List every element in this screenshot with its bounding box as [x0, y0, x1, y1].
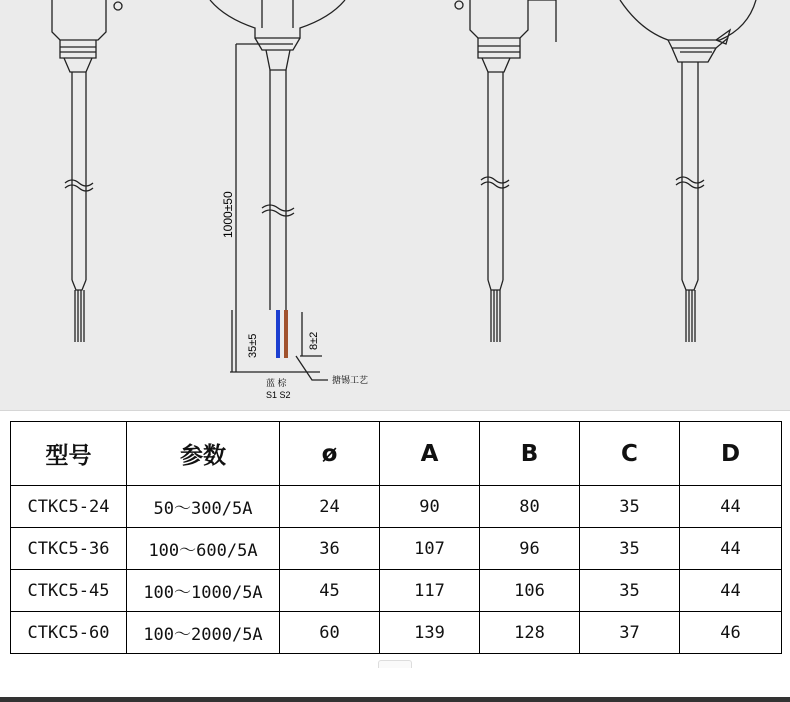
lead-dimension-label: 35±5	[247, 333, 259, 358]
cell-c: 37	[580, 612, 680, 654]
cell-b: 80	[480, 486, 580, 528]
specification-table	[10, 421, 782, 654]
cell-d: 44	[680, 528, 782, 570]
terminal-color-labels: 蓝 棕	[266, 378, 287, 388]
length-dimension-label: 1000±50	[221, 191, 235, 238]
cell-parameters: 100～600/5A	[127, 528, 280, 570]
header-c: C	[580, 422, 680, 486]
strip-dimension-label: 8±2	[308, 331, 320, 350]
header-diameter: ø	[280, 422, 380, 486]
terminal-labels: S1 S2	[266, 390, 291, 400]
sensor-side-view-2	[455, 0, 556, 342]
table-row	[11, 486, 782, 528]
header-b: B	[480, 422, 580, 486]
brown-wire-terminal	[284, 310, 288, 358]
cell-c: 35	[580, 486, 680, 528]
cell-model: CTKC5-24	[11, 486, 127, 528]
header-parameters: 参数	[127, 422, 280, 486]
cell-c: 35	[580, 528, 680, 570]
table-header-row	[11, 422, 782, 486]
cell-b: 128	[480, 612, 580, 654]
table-row	[11, 612, 782, 654]
table-row	[11, 570, 782, 612]
blue-wire-terminal	[276, 310, 280, 358]
sensor-side-view-1	[52, 0, 122, 342]
cell-diameter: 24	[280, 486, 380, 528]
table-row	[11, 528, 782, 570]
cell-a: 90	[380, 486, 480, 528]
cell-a: 107	[380, 528, 480, 570]
cell-c: 35	[580, 570, 680, 612]
cell-parameters: 50～300/5A	[127, 486, 280, 528]
header-a: A	[380, 422, 480, 486]
cell-b: 106	[480, 570, 580, 612]
header-d: D	[680, 422, 782, 486]
cell-b: 96	[480, 528, 580, 570]
cell-parameters: 100～2000/5A	[127, 612, 280, 654]
cell-d: 44	[680, 486, 782, 528]
cell-a: 117	[380, 570, 480, 612]
cell-model: CTKC5-45	[11, 570, 127, 612]
cell-diameter: 60	[280, 612, 380, 654]
cell-parameters: 100～1000/5A	[127, 570, 280, 612]
bottom-bar	[0, 697, 790, 702]
cell-model: CTKC5-36	[11, 528, 127, 570]
cell-diameter: 36	[280, 528, 380, 570]
cell-model: CTKC5-60	[11, 612, 127, 654]
cell-a: 139	[380, 612, 480, 654]
scroll-tab	[378, 660, 412, 668]
cell-d: 44	[680, 570, 782, 612]
sensor-angle-view	[620, 0, 756, 342]
cell-diameter: 45	[280, 570, 380, 612]
process-note-label: 搪锡工艺	[332, 375, 369, 385]
header-model: 型号	[11, 422, 127, 486]
cell-d: 46	[680, 612, 782, 654]
